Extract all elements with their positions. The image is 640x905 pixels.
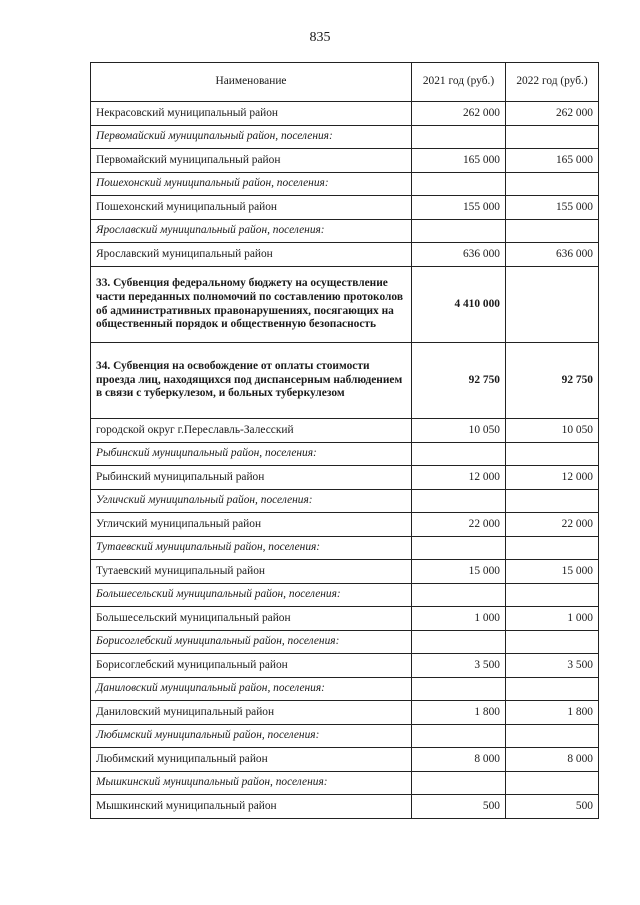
value-2021-cell [412,678,506,701]
name-cell: Пошехонский муниципальный район, поселения: [91,173,412,196]
value-2021-cell: 10 050 [412,419,506,443]
value-2022-cell [506,631,599,654]
table-row [91,196,599,220]
table-row [91,584,599,607]
value-2022-cell: 8 000 [506,748,599,772]
table-row [91,220,599,243]
name-cell: Тутаевский муниципальный район [91,560,412,584]
table-row [91,267,599,343]
table-row [91,772,599,795]
name-cell: Даниловский муниципальный район, поселения: [91,678,412,701]
name-cell: Рыбинский муниципальный район [91,466,412,490]
name-cell: Тутаевский муниципальный район, поселения: [91,537,412,560]
name-cell: Большесельский муниципальный район, поселения: [91,584,412,607]
value-2021-cell [412,631,506,654]
value-2022-cell: 92 750 [506,343,599,419]
value-2021-cell: 165 000 [412,149,506,173]
value-2021-cell [412,725,506,748]
table-row [91,443,599,466]
value-2021-cell: 500 [412,795,506,819]
name-cell: Мышкинский муниципальный район [91,795,412,819]
value-2021-cell: 8 000 [412,748,506,772]
name-cell: Даниловский муниципальный район [91,701,412,725]
value-2022-cell: 1 000 [506,607,599,631]
table-row [91,748,599,772]
value-2022-cell [506,537,599,560]
value-2021-cell: 1 000 [412,607,506,631]
value-2021-cell [412,490,506,513]
value-2021-cell: 22 000 [412,513,506,537]
value-2022-cell: 155 000 [506,196,599,220]
value-2022-cell: 22 000 [506,513,599,537]
value-2022-cell: 15 000 [506,560,599,584]
value-2021-cell: 4 410 000 [412,267,506,343]
header-2021: 2021 год (руб.) [412,63,506,102]
value-2022-cell [506,126,599,149]
value-2021-cell: 15 000 [412,560,506,584]
value-2021-cell: 636 000 [412,243,506,267]
table-row [91,725,599,748]
table-row [91,173,599,196]
table-row [91,466,599,490]
table-row [91,102,599,126]
table-row [91,678,599,701]
name-cell: 34. Субвенция на освобождение от оплаты стоимости проезда лиц, находящихся под диспансерным наблюдением в связи с туберкулезом, и больных туберкулезом [91,343,412,419]
table-row [91,560,599,584]
value-2021-cell [412,173,506,196]
table-row [91,513,599,537]
name-cell: городской округ г.Переславль-Залесский [91,419,412,443]
value-2021-cell [412,772,506,795]
value-2022-cell: 165 000 [506,149,599,173]
name-cell: Ярославский муниципальный район [91,243,412,267]
name-cell: Угличский муниципальный район [91,513,412,537]
name-cell: Пошехонский муниципальный район [91,196,412,220]
table-body [91,102,599,819]
value-2022-cell [506,220,599,243]
name-cell: Ярославский муниципальный район, поселения: [91,220,412,243]
name-cell: Первомайский муниципальный район [91,149,412,173]
value-2021-cell: 3 500 [412,654,506,678]
value-2021-cell [412,537,506,560]
table-row [91,701,599,725]
table-row [91,419,599,443]
table-row [91,631,599,654]
value-2021-cell: 262 000 [412,102,506,126]
value-2022-cell: 10 050 [506,419,599,443]
value-2021-cell [412,584,506,607]
value-2022-cell: 636 000 [506,243,599,267]
table-row [91,537,599,560]
value-2021-cell [412,443,506,466]
table-row [91,795,599,819]
value-2022-cell [506,490,599,513]
value-2022-cell [506,173,599,196]
name-cell: Мышкинский муниципальный район, поселения: [91,772,412,795]
table-row [91,149,599,173]
table-row [91,126,599,149]
table-row [91,243,599,267]
budget-table [90,62,599,819]
value-2021-cell: 92 750 [412,343,506,419]
name-cell: Первомайский муниципальный район, поселения: [91,126,412,149]
table-row [91,343,599,419]
name-cell: Борисоглебский муниципальный район [91,654,412,678]
value-2022-cell: 1 800 [506,701,599,725]
value-2022-cell [506,772,599,795]
name-cell: Борисоглебский муниципальный район, поселения: [91,631,412,654]
name-cell: Любимский муниципальный район, поселения: [91,725,412,748]
value-2022-cell: 3 500 [506,654,599,678]
value-2022-cell [506,443,599,466]
value-2022-cell [506,267,599,343]
value-2021-cell: 155 000 [412,196,506,220]
table-header-row [91,63,599,102]
header-2022: 2022 год (руб.) [506,63,599,102]
value-2022-cell [506,584,599,607]
name-cell: Рыбинский муниципальный район, поселения: [91,443,412,466]
value-2021-cell: 12 000 [412,466,506,490]
table-row [91,490,599,513]
value-2022-cell [506,725,599,748]
name-cell: Большесельский муниципальный район [91,607,412,631]
value-2022-cell: 500 [506,795,599,819]
value-2022-cell [506,678,599,701]
name-cell: Любимский муниципальный район [91,748,412,772]
value-2022-cell: 262 000 [506,102,599,126]
value-2022-cell: 12 000 [506,466,599,490]
table-row [91,654,599,678]
name-cell: Угличский муниципальный район, поселения: [91,490,412,513]
page-number: 835 [309,30,331,45]
table-row [91,607,599,631]
name-cell: Некрасовский муниципальный район [91,102,412,126]
header-name: Наименование [91,63,412,102]
value-2021-cell: 1 800 [412,701,506,725]
value-2021-cell [412,126,506,149]
value-2021-cell [412,220,506,243]
name-cell: 33. Субвенция федеральному бюджету на осуществление части переданных полномочий по составлению протоколов об административных правонарушениях, посягающих на общественный порядок и общественную безопасность [91,267,412,343]
